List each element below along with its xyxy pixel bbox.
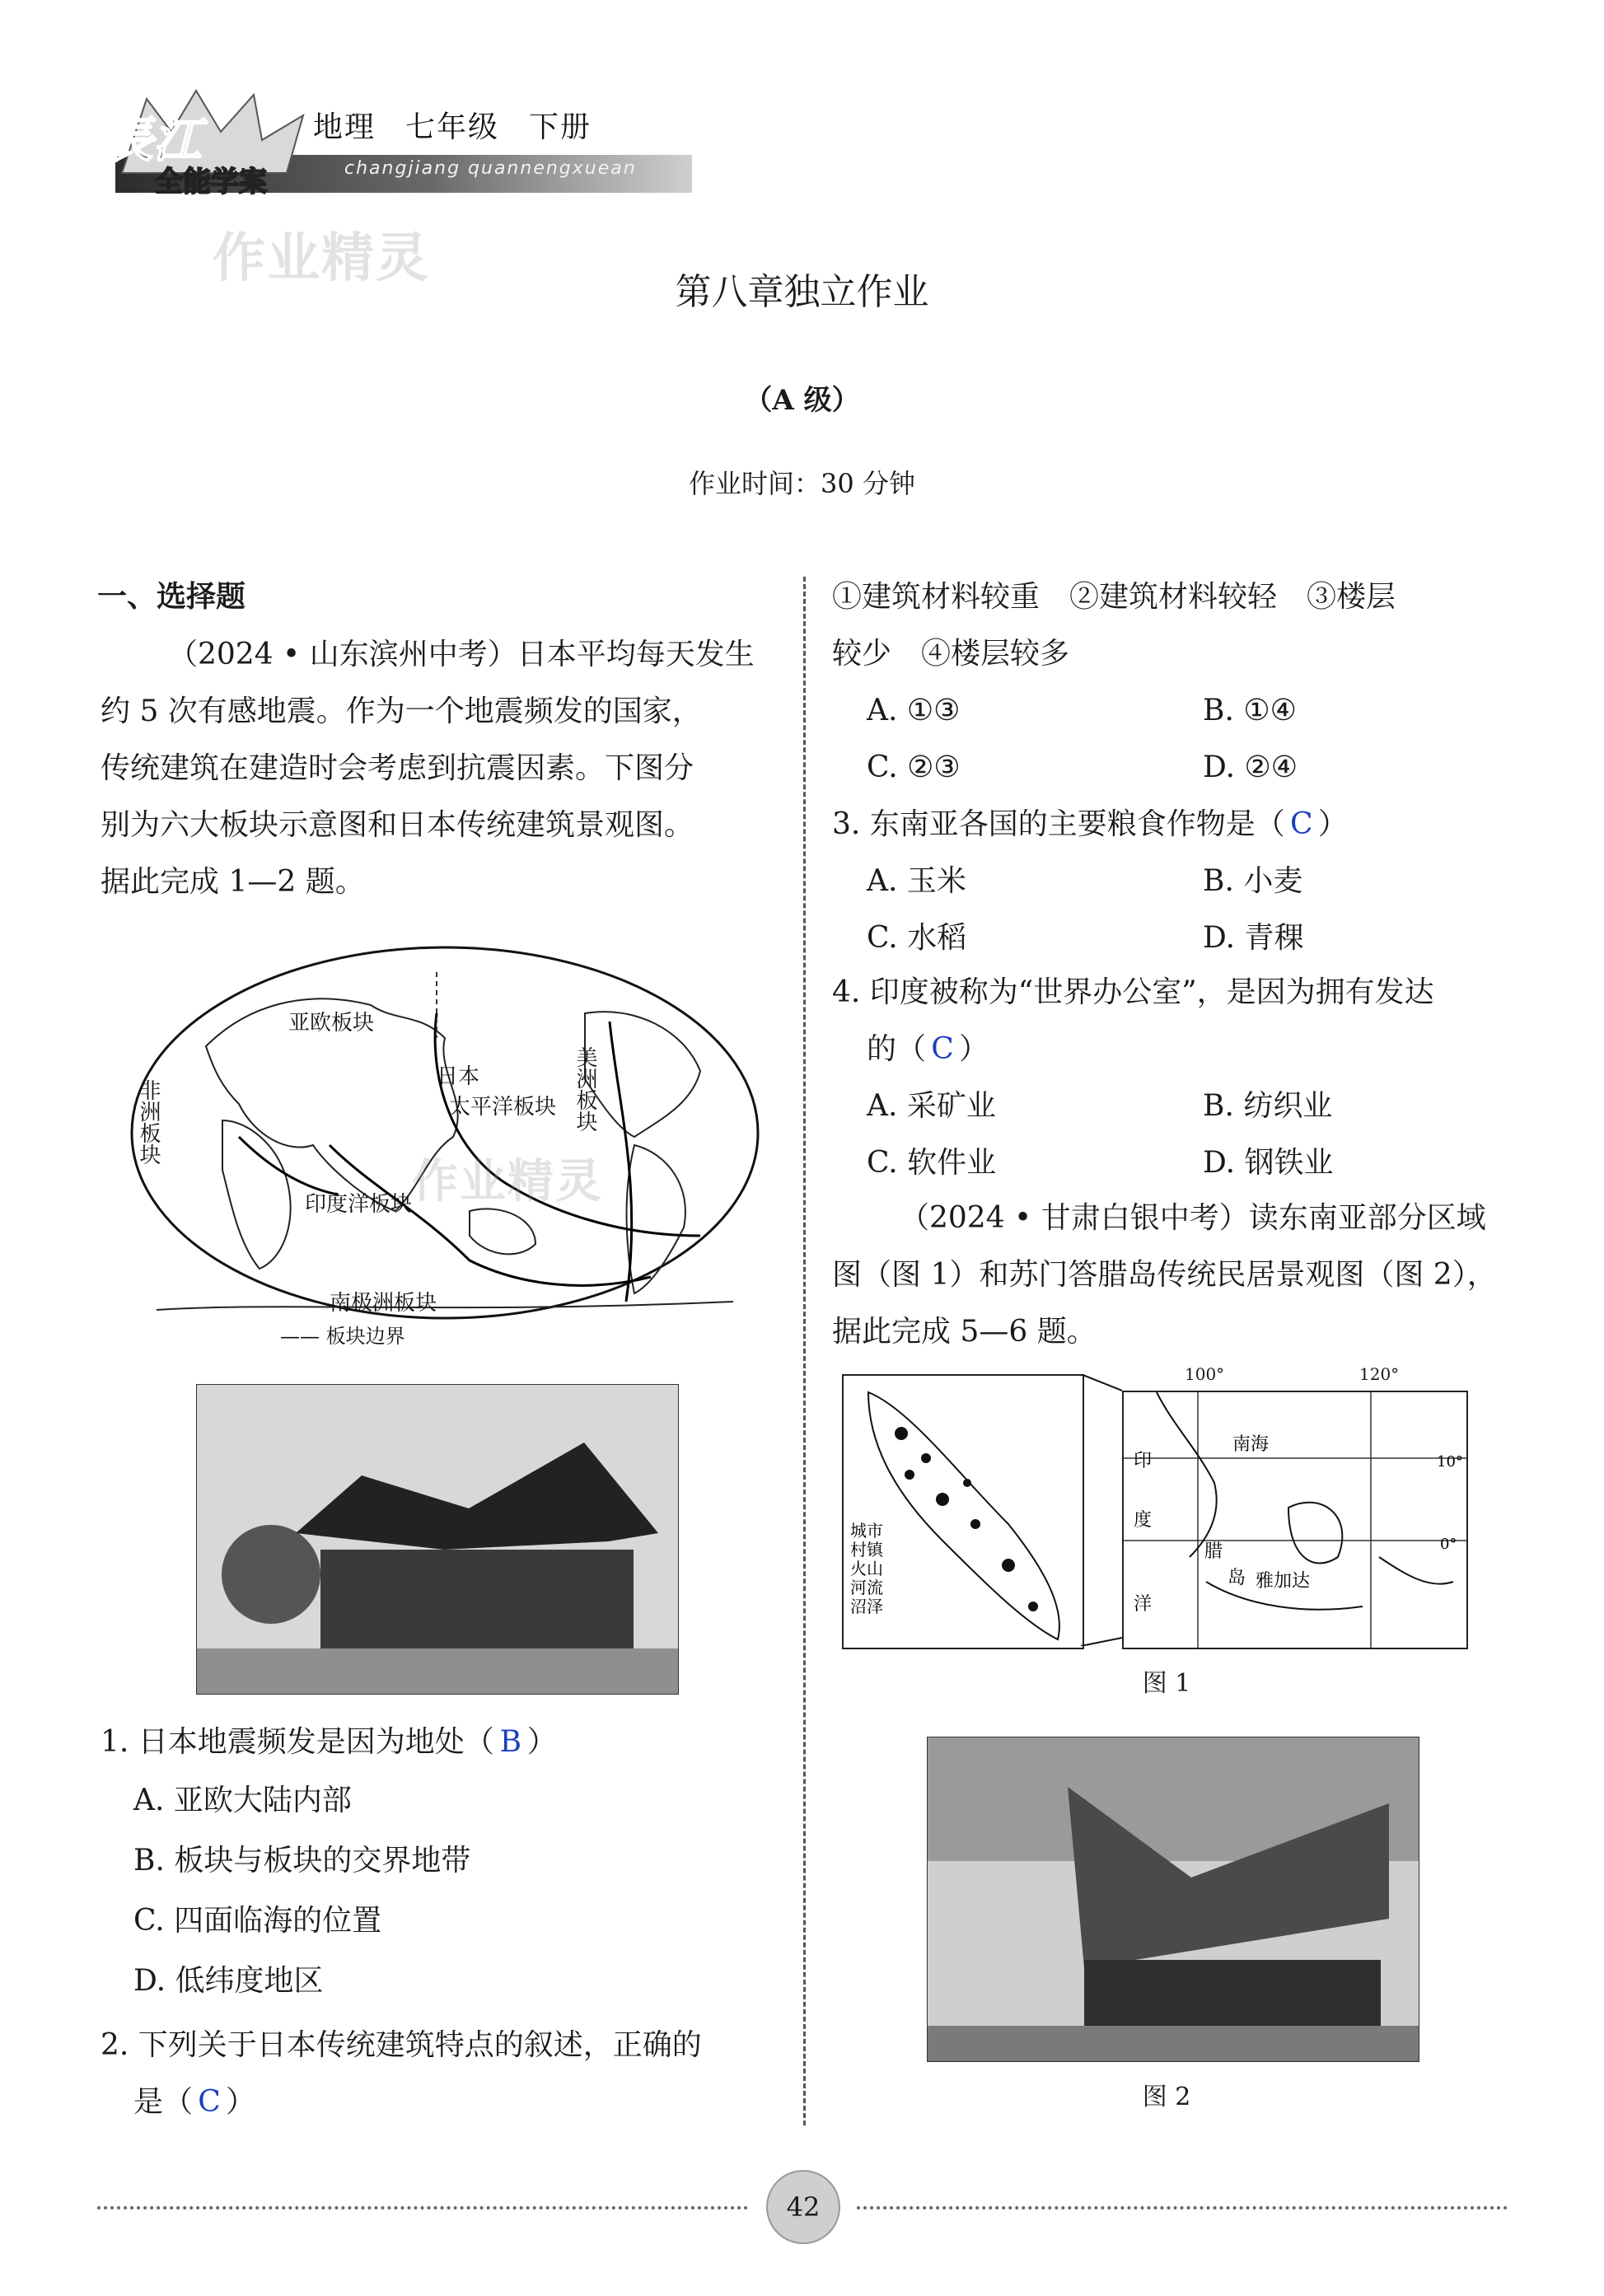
intro-2 [832,1190,1532,1360]
map-antarctic: 南极洲板块 [330,1291,437,1316]
q2-option: A. ①③ [867,694,961,727]
watermark: 作业精灵 [213,228,430,289]
intro-line: 传统建筑在建造时会考虑到抗震因素。下图分 [101,751,694,785]
q4-option: B. 纺织业 [1203,1089,1333,1123]
label-du: 度 [1134,1510,1153,1531]
legend-volcano: 火山 [850,1559,883,1578]
map-eurasian: 亚欧板块 [288,1011,375,1036]
grade: 七年级 [405,110,500,144]
label-lat0: 0° [1440,1536,1457,1553]
time-label: 作业时间：30 分钟 [689,468,915,499]
subject-title [313,104,621,146]
japanese-building-photo [196,1384,679,1695]
fig1-caption: 图 1 [1142,1669,1191,1698]
intro2-line: （2024 • 甘肃白银中考）读东南亚部分区域 [900,1201,1486,1235]
q1-stem: 1. 日本地震频发是因为地处（ [101,1725,494,1759]
intro2-line: 据此完成 5—6 题。 [832,1315,1097,1349]
fig2-caption: 图 2 [1142,2083,1191,2111]
label-yang: 洋 [1134,1594,1153,1615]
page-title: 第八章独立作业 [675,271,929,313]
map-american: 美洲板块 [573,1046,597,1132]
q2-option: B. ①④ [1203,694,1297,727]
q1-option: D. 低纬度地区 [133,1964,324,1998]
q1-option: C. 四面临海的位置 [133,1904,382,1938]
brand-top-text: 長江 [105,112,202,168]
intro-line: 别为六大板块示意图和日本传统建筑景观图。 [101,808,694,842]
intro2-line: 图（图 1）和苏门答腊岛传统民居景观图（图 2）， [832,1258,1497,1292]
map-pacific: 太平洋板块 [449,1095,557,1120]
brand-bottom-text: 全能学案 [155,166,267,198]
map-watermark: 作业精灵 [412,1155,603,1209]
subject: 地理 [313,110,376,144]
q3-option: C. 水稻 [867,921,967,955]
label-jakarta: 雅加达 [1256,1571,1311,1592]
page-number: 42 [766,2170,840,2244]
legend-river: 河流 [850,1578,883,1597]
legend-town: 村镇 [850,1540,883,1560]
label-la: 腊 [1204,1541,1223,1562]
level-label: （A 级） [744,384,860,417]
intro-1 [101,626,776,910]
footer-line-left [97,2206,748,2209]
label-dao: 岛 [1228,1568,1246,1588]
fig1-southeast-asia-map [1122,1391,1468,1649]
map-african: 非洲板块 [136,1079,161,1165]
q1-option: A. 亚欧大陆内部 [133,1784,352,1817]
q1-option: B. 板块与板块的交界地带 [133,1844,471,1877]
q3-option: A. 玉米 [867,864,966,898]
q2-stem: 2. 下列关于日本传统建筑特点的叙述，正确的 [101,2028,702,2062]
q3-option: B. 小麦 [1203,864,1303,898]
legend-swamp: 沼泽 [850,1597,883,1616]
q4-option: A. 采矿业 [867,1089,996,1123]
footer-line-right [857,2206,1508,2209]
q3-answer: C [1290,807,1313,841]
column-divider [803,577,806,2125]
q2-answer: C [198,2085,221,2119]
label-lat10: 10° [1437,1453,1463,1471]
q4-stem: 4. 印度被称为“世界办公室”，是因为拥有发达 [832,975,1434,1009]
q4-answer: C [931,1032,954,1066]
q4-option: D. 钢铁业 [1203,1146,1334,1180]
question-2: 2. 下列关于日本传统建筑特点的叙述，正确的 是（ C ） [101,2017,784,2130]
brand-logo [97,82,336,198]
q2-items-line: ①建筑材料较重 ②建筑材料较轻 ③楼层 [832,580,1396,614]
section-heading: 一、选择题 [97,580,246,614]
map-japan: 日本 [437,1064,480,1089]
fig1-sumatra-inset [842,1374,1084,1649]
label-lon100: 100° [1185,1364,1225,1384]
intro-line: （2024 • 山东滨州中考）日本平均每天发生 [168,638,755,671]
question-4: 4. 印度被称为“世界办公室”，是因为拥有发达 的（ C ） A. 采矿业 B. 纺织业 C. 软件业 D. 钢铁业 [832,964,1524,1191]
label-lon120: 120° [1359,1364,1400,1384]
q2-items-line: 较少 ④楼层较多 [832,637,1070,671]
label-nanhai: 南海 [1232,1434,1270,1455]
legend-city: 城市 [850,1521,883,1541]
map-indian: 印度洋板块 [305,1192,413,1217]
map-legend: —— 板块边界 [280,1325,405,1348]
sumatra-house-photo [927,1737,1419,2062]
q2-option: D. ②④ [1203,751,1298,784]
q2-option: C. ②③ [867,751,961,784]
q3-option: D. 青稞 [1203,921,1304,955]
volume: 下册 [529,110,592,144]
intro-line: 据此完成 1—2 题。 [101,865,365,899]
brand-pinyin: changjiang quannengxuean [344,158,637,179]
question-1: 1. 日本地震频发是因为地处（ B ） A. 亚欧大陆内部 B. 板块与板块的交界地带 C. 四面临海的位置 D. 低纬度地区 [101,1714,784,2011]
label-yin: 印 [1134,1451,1153,1471]
inset-connector [1081,1374,1122,1646]
q2-items [832,568,1524,682]
intro-line: 约 5 次有感地震。作为一个地震频发的国家， [101,694,702,728]
q4-option: C. 软件业 [867,1146,997,1180]
q2-options [867,682,1526,796]
question-3: 3. 东南亚各国的主要粮食作物是（ C ） A. 玉米 B. 小麦 C. 水稻 D. 青稞 [832,796,1524,966]
q1-answer: B [499,1725,522,1759]
q3-stem: 3. 东南亚各国的主要粮食作物是（ [832,807,1285,841]
